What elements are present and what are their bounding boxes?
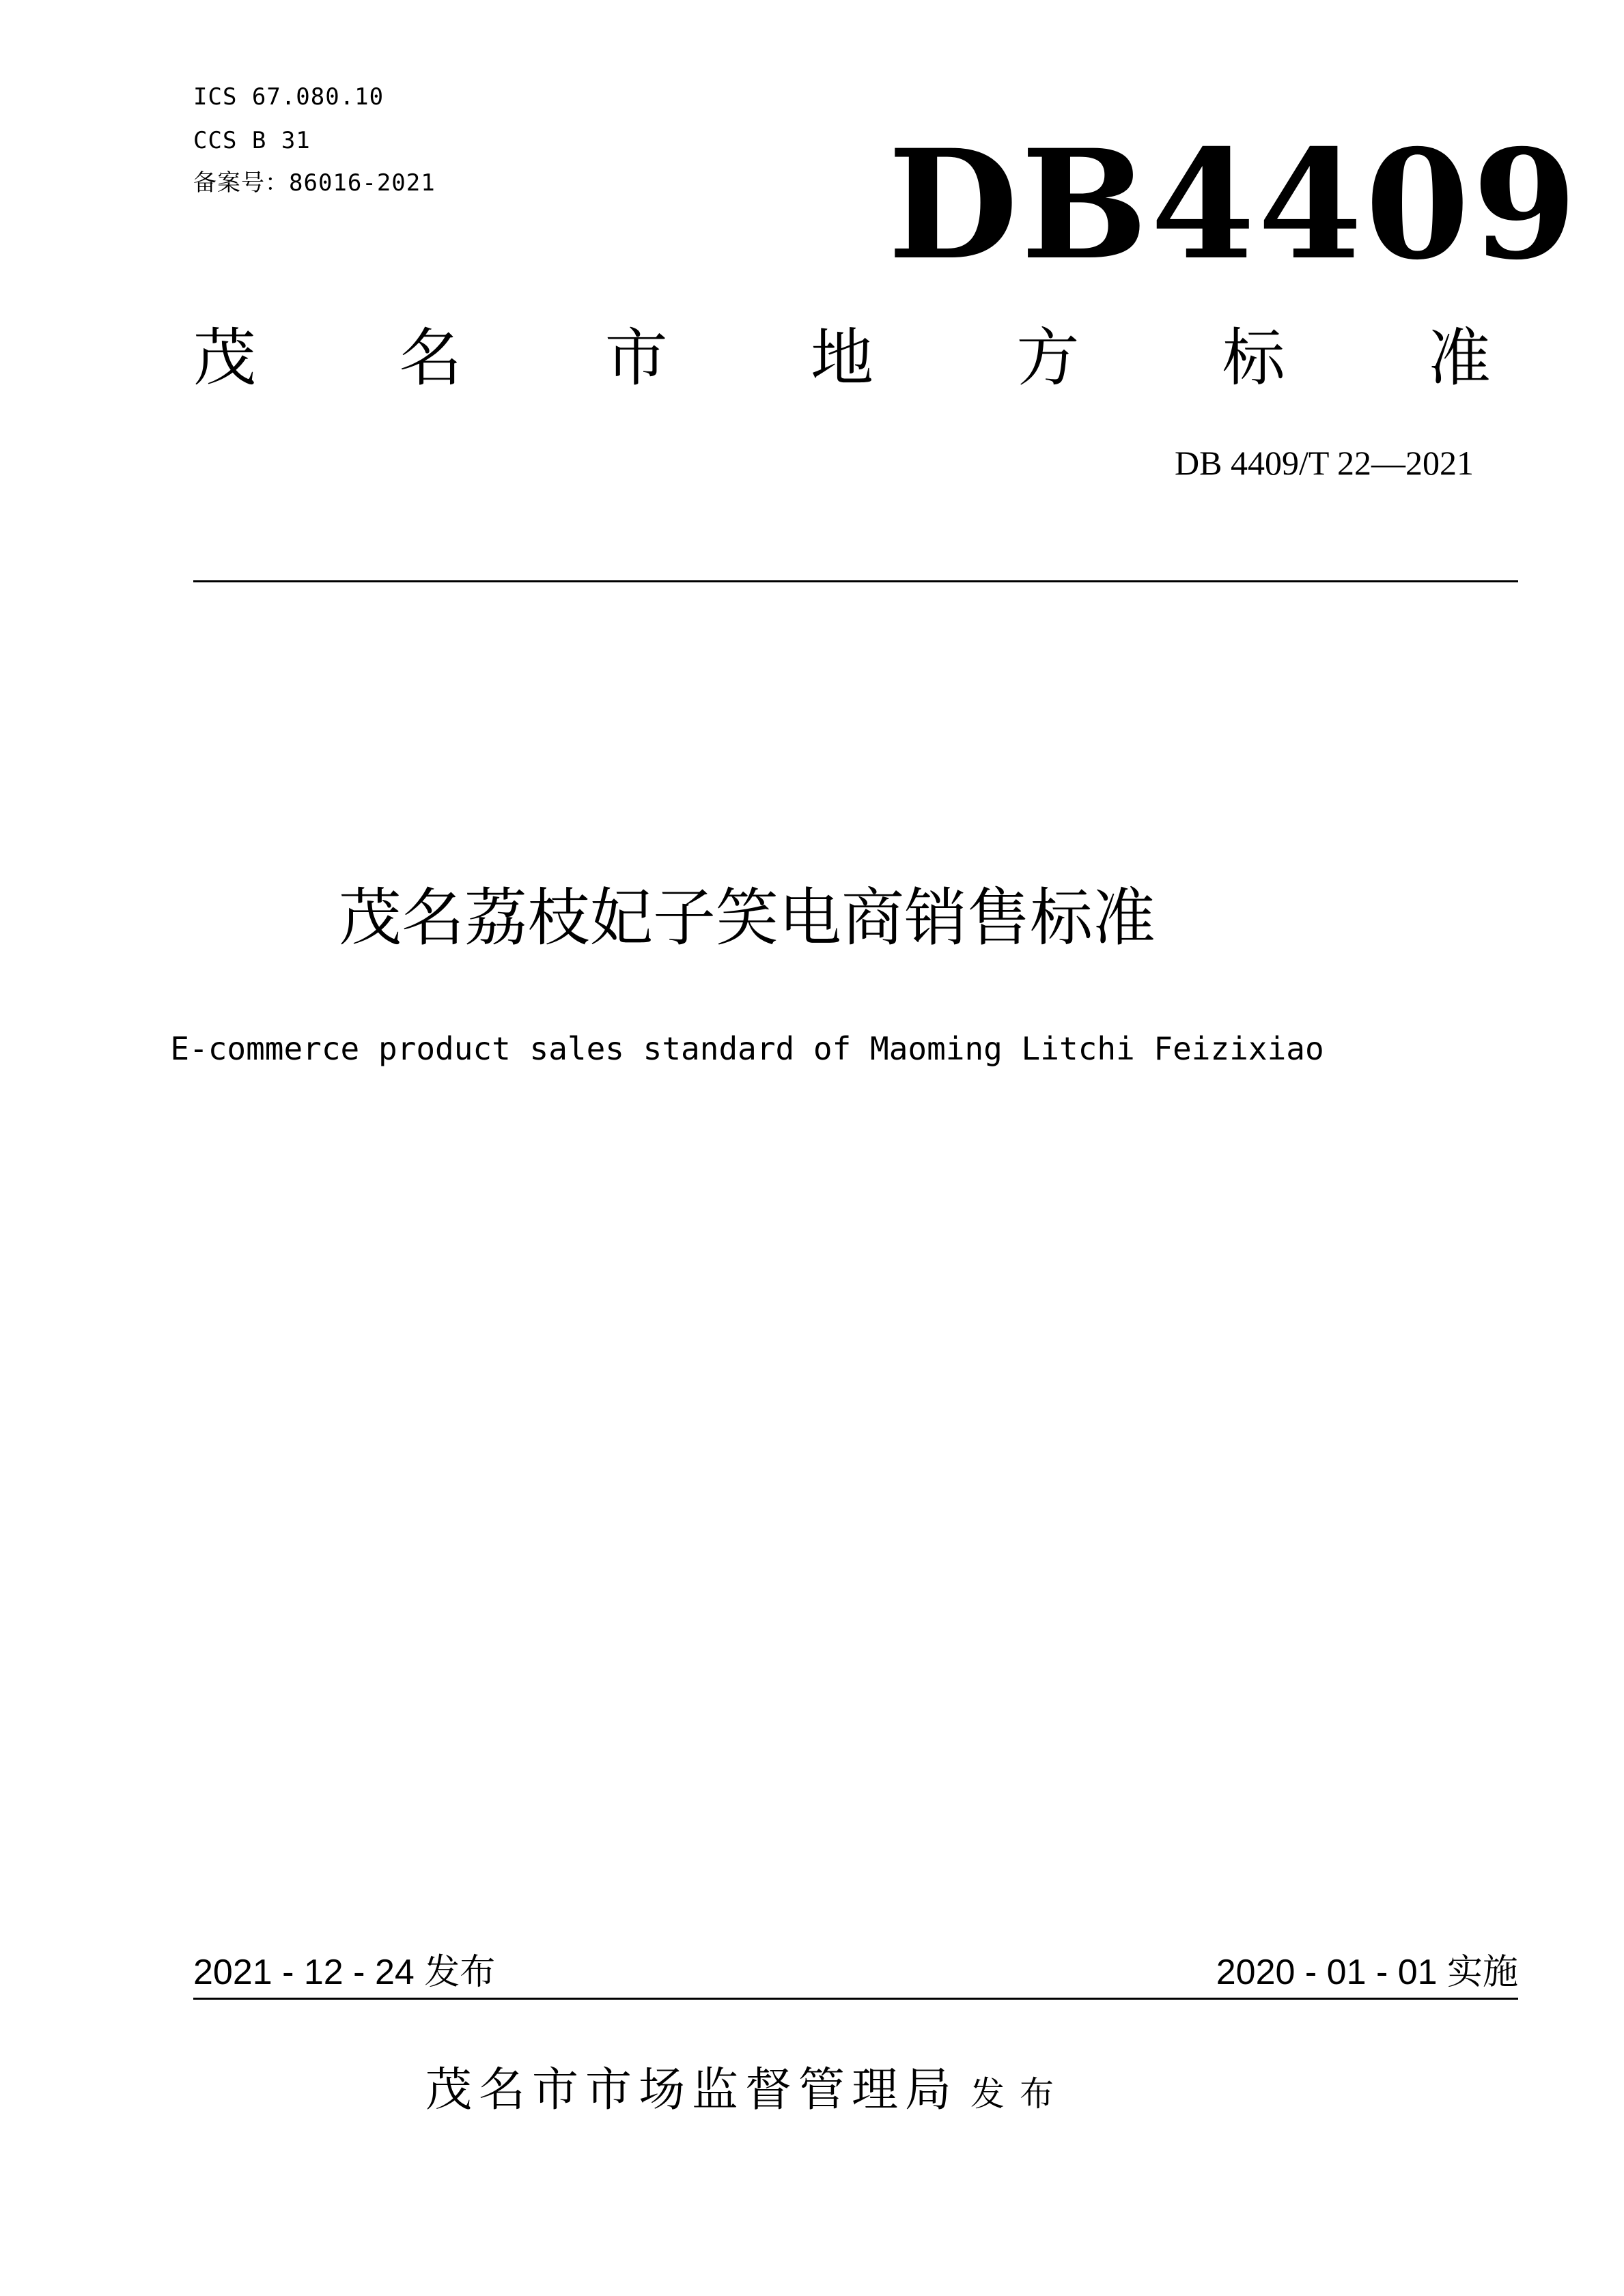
issuer	[0, 2063, 1624, 2121]
doc-type-char: 准	[1427, 322, 1491, 395]
issuer-name: 茂名市市场监督管理局	[425, 2063, 958, 2117]
issuer-suffix: 发布	[970, 2074, 1069, 2114]
db-code: DB4409	[888, 116, 1580, 293]
doc-type-char: 名	[399, 322, 462, 395]
document-type	[193, 321, 1491, 396]
doc-type-char: 茂	[193, 322, 257, 395]
ccs-code: CCS B 31	[193, 127, 311, 154]
doc-type-char: 标	[1222, 322, 1285, 395]
title-english: E-commerce product sales standard of Maoming Litchi Feizixiao	[170, 1030, 1324, 1067]
ics-code: ICS 67.080.10	[193, 83, 384, 111]
filing-number: 备案号：86016-2021	[193, 169, 436, 197]
title-chinese: 茂名荔枝妃子笑电商销售标准	[338, 881, 1156, 954]
doc-type-char: 市	[604, 322, 668, 395]
standard-number: DB 4409/T 22—2021	[1175, 444, 1474, 482]
doc-type-char: 地	[810, 322, 873, 395]
issue-date: 2021 - 12 - 24 发布	[193, 1953, 496, 1992]
effective-date: 2020 - 01 - 01 实施	[1216, 1953, 1518, 1992]
bottom-divider	[193, 1998, 1518, 2000]
top-divider	[193, 580, 1518, 582]
doc-type-char: 方	[1016, 322, 1080, 395]
